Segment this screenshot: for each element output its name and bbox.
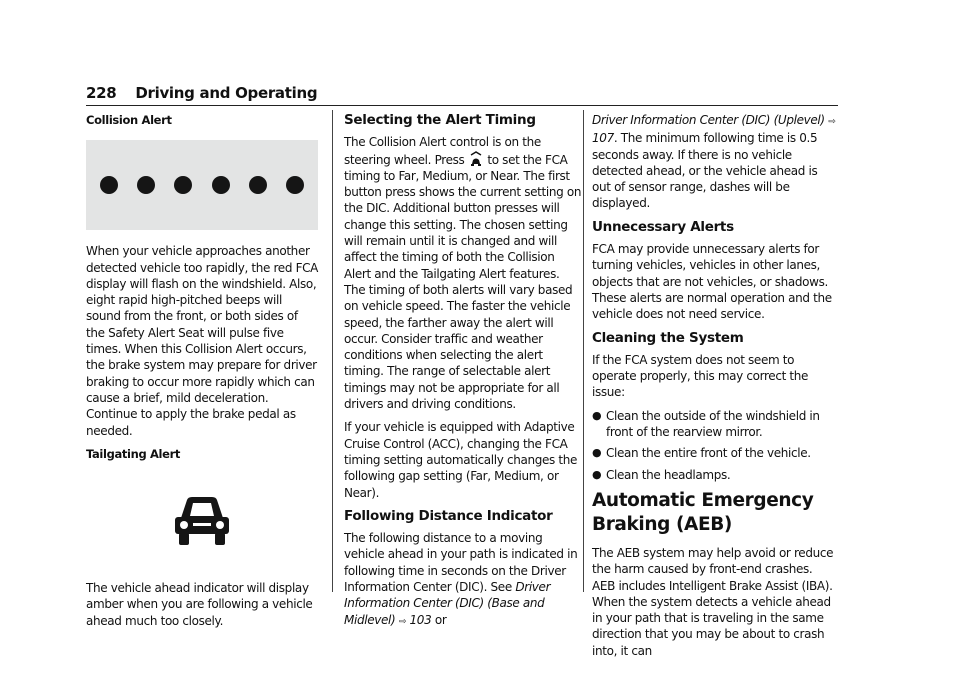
- alert-dot: [100, 176, 118, 194]
- alert-timing-text-a: The Collision Alert control is on the steering wheel. Press: [344, 135, 541, 167]
- page-number: 228: [86, 84, 117, 102]
- section-title: Driving and Operating: [135, 84, 318, 102]
- column-3: [592, 112, 836, 666]
- column-1: [86, 112, 318, 636]
- alert-dot: [286, 176, 304, 194]
- or-text: or: [434, 612, 447, 627]
- collision-alert-text: When your vehicle approaches another detected vehicle too rapidly, the red FCA display will flash on the windshield. Also, eight rapid high-pitched beeps will sound from the front, or both sides of the Safety Alert Seat will pulse five times. When this Collision Alert occurs, the brake system may prepare for driver braking to occur more rapidly which can cause a brief, mild deceleration. Continue to apply the brake pedal as needed.: [86, 244, 319, 438]
- tailgating-alert-text: The vehicle ahead indicator will display amber when you are following a vehicle ahead much too closely.: [86, 581, 313, 628]
- alert-dot: [249, 176, 267, 194]
- dic-base-link[interactable]: Driver Information Center (DIC) (Base and Midlevel): [344, 580, 551, 627]
- alert-timing-text: [344, 134, 582, 412]
- aeb-text: The AEB system may help avoid or reduce the harm caused by front-end crashes. AEB includes Intelligent Brake Assist (IBA). When the system detects a vehicle ahead in your path that is traveling in the same direction that you may be about to crash into, it can: [592, 545, 834, 658]
- min-following-text: . The minimum following time is 0.5 seconds away. If there is no vehicle detected ahead, or the vehicle ahead is out of sensor range, dashes will be displayed.: [592, 131, 818, 211]
- bullet-icon: ●: [592, 408, 602, 422]
- following-distance-text: [344, 530, 582, 630]
- list-item: ● Clean the outside of the windshield in front of the rearview mirror.: [592, 408, 820, 440]
- column-divider: [583, 110, 584, 592]
- tailgating-alert-title: Tailgating Alert: [86, 446, 181, 461]
- alert-dot: [137, 176, 155, 194]
- heading-unnecessary-alerts: Unnecessary Alerts: [592, 218, 734, 235]
- list-item: ● Clean the headlamps.: [592, 467, 731, 482]
- bullet-icon: ●: [592, 446, 602, 460]
- heading-alert-timing: Selecting the Alert Timing: [344, 112, 536, 128]
- vehicle-ahead-icon: [86, 470, 318, 570]
- collision-alert-title: Collision Alert: [86, 113, 172, 127]
- page-ref-arrow-icon: ⇨: [828, 117, 836, 127]
- heading-cleaning-system: Cleaning the System: [592, 329, 744, 346]
- collision-alert-image: [86, 140, 318, 230]
- dic-uplevel-link[interactable]: Driver Information Center (DIC) (Uplevel): [592, 113, 825, 127]
- cleaning-list: [592, 408, 836, 483]
- car-front-icon: [171, 492, 233, 548]
- bullet-icon: ●: [592, 467, 602, 481]
- column-divider: [332, 110, 333, 592]
- page-ref-arrow-icon: ⇨: [398, 616, 407, 627]
- unnecessary-alerts-text: FCA may provide unnecessary alerts for turning vehicles, vehicles in other lanes, objects that are not vehicles, or shadows. These alerts are normal operation and the vehicle does not need service.: [592, 242, 832, 322]
- acc-timing-text: If your vehicle is equipped with Adaptive Cruise Control (ACC), changing the FCA timing setting automatically changes the following gap setting (Far, Medium, or Near).: [344, 420, 578, 500]
- page-ref-103[interactable]: 103: [409, 612, 432, 627]
- dic-uplevel-text: [592, 112, 836, 212]
- heading-aeb: [592, 489, 836, 537]
- cleaning-system-text: If the FCA system does not seem to operate properly, this may correct the issue:: [592, 352, 809, 400]
- following-text: The following distance to a moving vehicle ahead in your path is indicated in following time in seconds on the Driver Information Center (DIC). See: [344, 531, 578, 595]
- collision-alert-button-icon: [468, 151, 484, 167]
- column-2: [344, 112, 582, 637]
- alert-dot: [212, 176, 230, 194]
- heading-following-distance: Following Distance Indicator: [344, 507, 553, 524]
- alert-timing-text-b: to set the FCA timing to Far, Medium, or Near. The first button press shows the current setting on the DIC. Additional button presses will change this setting. The chosen setting will remain until it is changed and will affect the timing of both the Collision Alert and the Tailgating Alert features. The timing of both alerts will vary based on vehicle speed. The faster the vehicle speed, the farther away the alert will occur. Consider traffic and weather conditions when selecting the alert timing. The range of selectable alert timings may not be appropriate for all drivers and driving conditions.: [344, 152, 582, 412]
- list-item: ● Clean the entire front of the vehicle.: [592, 446, 811, 461]
- page-ref-107[interactable]: 107: [592, 131, 614, 146]
- heading-aeb-line2: Braking (AEB): [592, 513, 732, 535]
- page-header: [86, 84, 838, 106]
- alert-dot: [174, 176, 192, 194]
- heading-aeb-line1: Automatic Emergency: [592, 489, 814, 511]
